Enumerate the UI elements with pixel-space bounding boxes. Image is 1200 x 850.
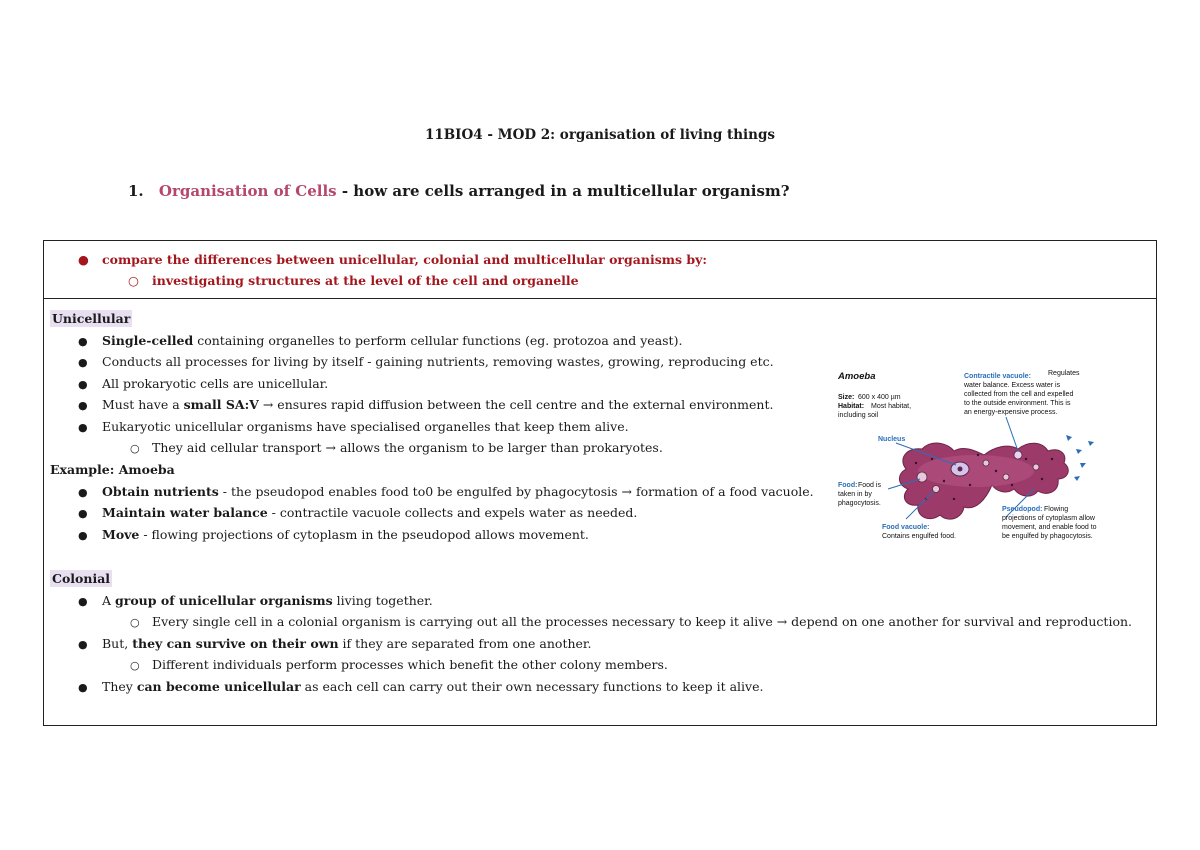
sub-list-item: ○ Different individuals perform processes which benefit the other colony members. — [130, 657, 668, 672]
list-item: ● All prokaryotic cells are unicellular. — [78, 376, 329, 391]
sub-list-item: ○ They aid cellular transport → allows the organism to be larger than prokaryotes. — [130, 440, 663, 455]
content-box — [43, 240, 1157, 726]
figure-title: Amoeba — [838, 371, 876, 382]
example-heading: Example: Amoeba — [50, 462, 175, 477]
pp-text-3: movement, and enable food to — [1002, 524, 1097, 531]
section-topic: Organisation of Cells — [158, 182, 337, 200]
food-vacuole-shape — [917, 472, 927, 482]
section-number: 1. — [128, 182, 144, 200]
list-item: ● Eukaryotic unicellular organisms have specialised organelles that keep them alive. — [78, 419, 629, 434]
hollow-bullet-icon: ○ — [128, 273, 139, 288]
figure-habitat-value-1: Most habitat, — [871, 403, 912, 410]
syllabus-subpoint-text: investigating structures at the level of the cell and organelle — [152, 273, 579, 288]
food-vacuole-shape — [983, 460, 989, 466]
bullet-icon: ● — [78, 638, 88, 651]
figure-size-value: 600 x 400 µm — [858, 394, 901, 401]
food-label: Food: — [838, 482, 858, 489]
pp-text-2: projections of cytoplasm allow — [1002, 515, 1095, 522]
figure-size-label: Size: — [838, 394, 855, 401]
unicellular-heading — [50, 311, 132, 327]
list-item: ● Move - flowing projections of cytoplasm in the pseudopod allows movement. — [78, 527, 589, 542]
syllabus-point — [78, 252, 707, 267]
hollow-bullet-icon: ○ — [130, 442, 140, 455]
bullet-icon: ● — [78, 421, 88, 434]
cv-text-3: collected from the cell and expelled — [964, 391, 1074, 398]
syllabus-subpoint — [128, 273, 579, 288]
cv-text-1: Regulates — [1048, 370, 1080, 377]
section-heading — [128, 182, 790, 200]
pp-label: Pseudopod: — [1002, 506, 1043, 513]
hollow-bullet-icon: ○ — [130, 659, 140, 672]
bullet-icon: ● — [78, 681, 88, 694]
amoeba-inner-shape — [918, 455, 1034, 487]
cv-text-2: water balance. Excess water is — [964, 382, 1061, 389]
figure-habitat-value-2: including soil — [838, 412, 879, 419]
fv-label: Food vacuole: — [882, 524, 930, 531]
hollow-bullet-icon: ○ — [130, 616, 140, 629]
food-vacuole-shape — [1033, 464, 1039, 470]
cv-text-5: an energy-expensive process. — [964, 409, 1058, 416]
cv-text-4: to the outside environment. This is — [964, 400, 1071, 407]
list-item: ● Must have a small SA:V → ensures rapid diffusion between the cell centre and the external environment. — [78, 397, 774, 412]
sub-list-item: ○ Every single cell in a colonial organism is carrying out all the processes necessary to keep it alive → depend on one another for survival and reproduction. — [130, 614, 1132, 629]
bullet-icon: ● — [78, 529, 88, 542]
list-item: ● Obtain nutrients - the pseudopod enables food to0 be engulfed by phagocytosis → formation of a food vacuole. — [78, 484, 814, 499]
syllabus-panel — [44, 241, 1156, 299]
nucleolus-shape — [958, 467, 963, 472]
bullet-icon: ● — [78, 356, 88, 369]
list-item: ● They can become unicellular as each cell can carry out their own necessary functions to keep it alive. — [78, 679, 764, 694]
list-item: ● Maintain water balance - contractile vacuole collects and expels water as needed. — [78, 505, 638, 520]
bullet-icon: ● — [78, 486, 88, 499]
pp-text-4: be engulfed by phagocytosis. — [1002, 533, 1093, 540]
food-text-1: Food is — [858, 482, 881, 489]
bullet-icon: ● — [78, 595, 88, 608]
list-item: ● But, they can survive on their own if they are separated from one another. — [78, 636, 592, 651]
bullet-icon: ● — [78, 252, 89, 267]
document-title: 11BIO4 - MOD 2: organisation of living things — [424, 127, 776, 143]
bullet-icon: ● — [78, 399, 88, 412]
food-text-3: phagocytosis. — [838, 500, 881, 507]
amoeba-figure — [836, 359, 1136, 559]
list-item: ● Single-celled containing organelles to perform cellular functions (eg. protozoa and yeast). — [78, 333, 683, 348]
section-question: - how are cells arranged in a multicellular organism? — [341, 182, 790, 200]
figure-habitat-label: Habitat: — [838, 403, 865, 410]
nucleus-label: Nucleus — [878, 436, 906, 443]
contractile-vacuole-shape — [1014, 451, 1022, 459]
flow-arrows — [1066, 435, 1094, 481]
bullet-icon: ● — [78, 507, 88, 520]
fv-text-1: Contains engulfed food. — [882, 533, 956, 540]
colonial-heading — [50, 571, 112, 587]
list-item: ● Conducts all processes for living by itself - gaining nutrients, removing wastes, growing, reproducing etc. — [78, 354, 774, 369]
food-text-2: taken in by — [838, 491, 872, 498]
bullet-icon: ● — [78, 378, 88, 391]
pp-text-1: Flowing — [1044, 506, 1069, 513]
cv-label: Contractile vacuole: — [964, 373, 1031, 380]
list-item: ● A group of unicellular organisms living together. — [78, 593, 433, 608]
syllabus-point-text: compare the differences between unicellular, colonial and multicellular organisms by: — [102, 252, 707, 267]
bullet-icon: ● — [78, 335, 88, 348]
colonial-heading-text: Colonial — [52, 571, 111, 586]
unicellular-heading-text: Unicellular — [52, 311, 131, 326]
food-vacuole-shape — [1003, 474, 1009, 480]
